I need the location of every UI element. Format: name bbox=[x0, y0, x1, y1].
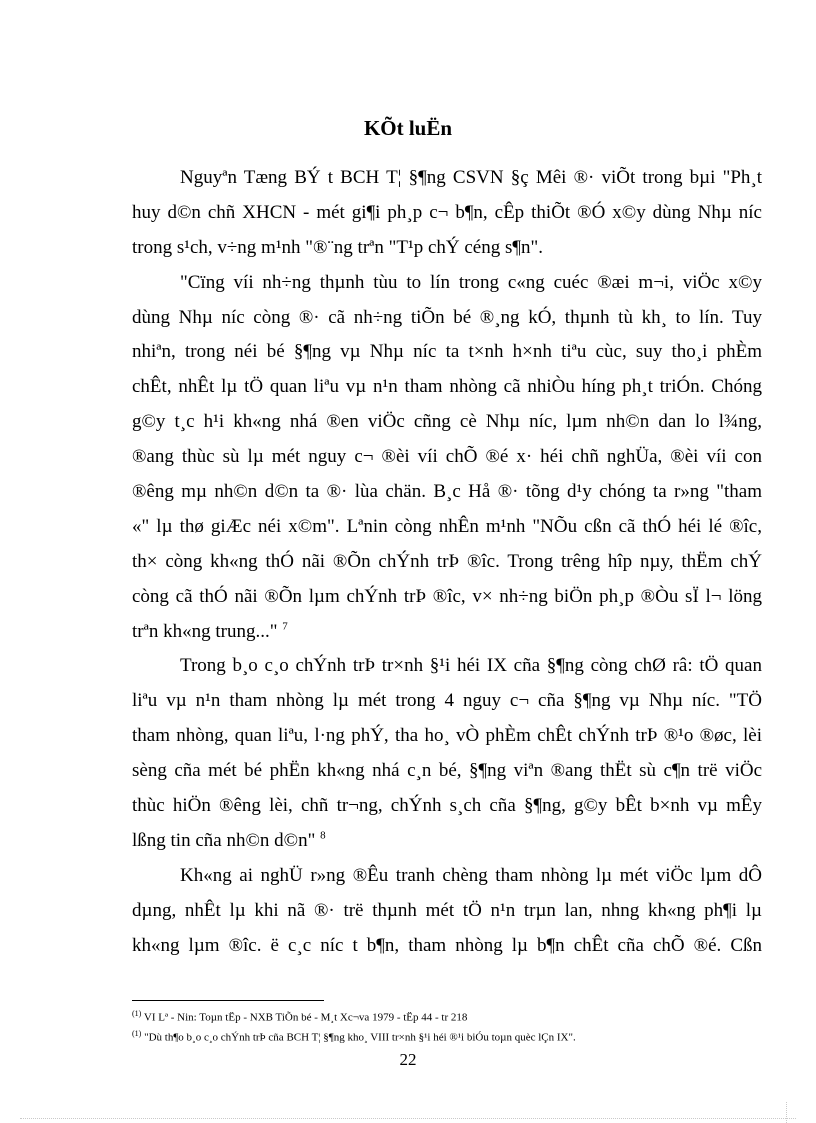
footnote-text: "Dù th¶o b¸o c¸o chÝnh trÞ cña BCH T¦ §¶ng kho¸ VIII tr×nh §¹i héi ®¹i biÓu toµn quèc lÇn IX". bbox=[144, 1031, 576, 1044]
page-title: KÕt luËn bbox=[363, 116, 453, 140]
body-line: tham nhòng, quan liªu, l·ng phÝ, tha ho¸ vÒ phÈm chÊt chÝnh trÞ ®¹o ®øc, lèi bbox=[132, 725, 762, 747]
body-line: kh«ng lµm ®îc. ë c¸c níc t b¶n, tham nhòng lµ b¶n chÊt cña chÕ ®é. Cßn bbox=[132, 934, 762, 956]
footnote-ref: 8 bbox=[320, 829, 326, 842]
body-line: Kh«ng ai nghÜ r»ng ®Êu tranh chèng tham nhòng lµ mét viÖc lµm dÔ bbox=[180, 864, 762, 886]
body-line: sèng cña mét bé phËn kh«ng nhá c¸n bé, §¶ng viªn ®ang thËt sù c¶n trë viÖc bbox=[132, 760, 762, 782]
body-line: liªu vµ n¹n tham nhòng lµ mét trong 4 nguy c¬ cña §¶ng vµ Nhµ níc. "TÖ bbox=[132, 690, 762, 712]
body-line: ®êng mµ nh©n d©n ta ®· lùa chän. B¸c Hå ®· tõng d¹y chóng ta r»ng "tham bbox=[132, 481, 762, 503]
page-border-right bbox=[786, 1102, 787, 1123]
body-line: nhiªn, trong néi bé §¶ng vµ Nhµ níc ta t×nh h×nh tiªu cùc, suy tho¸i phÈm bbox=[132, 341, 762, 363]
body-line: thùc hiÖn ®êng lèi, chñ tr¬ng, chÝnh s¸ch cña §¶ng, g©y bÊt b×nh vµ mÊy bbox=[132, 795, 762, 817]
body-line: Nguyªn Tæng BÝ t BCH T¦ §¶ng CSVN §ç Mêi ®· viÕt trong bµi "Ph¸t bbox=[180, 167, 762, 188]
footnote-text: VI Lª - Nin: Toµn tËp - NXB TiÕn bé - M¸t Xc¬va 1979 - tËp 44 - tr 218 bbox=[143, 1011, 468, 1024]
footnote-separator bbox=[132, 1000, 324, 1001]
footnote-mark: (1) bbox=[132, 1009, 142, 1018]
body-line: lßng tin cña nh©n d©n" $^8$ bbox=[132, 829, 326, 851]
body-line: th× còng kh«ng thÓ nãi ®Õn chÝnh trÞ ®îc. Trong trêng hîp nµy, thËm chÝ bbox=[132, 550, 762, 572]
footnote bbox=[132, 1006, 762, 1026]
body-line: trªn kh«ng trung..." $^7$ bbox=[132, 620, 288, 642]
page-number: 22 bbox=[399, 1050, 417, 1069]
body-line: g©y t¸c h¹i kh«ng nhá ®en viÖc cñng cè Nhµ níc, lµm nh©n dan lo l¾ng, bbox=[132, 411, 762, 433]
footnote bbox=[132, 1026, 762, 1046]
body-line: trong s¹ch, v÷ng m¹nh "®¨ng trªn "T¹p chÝ céng s¶n". bbox=[132, 236, 543, 258]
body-line: dµng, nhÊt lµ khi nã ®· trë thµnh mét tÖ n¹n trµn lan, nhng kh«ng ph¶i lµ bbox=[132, 899, 762, 921]
body-line: chÊt, nhÊt lµ tÖ quan liªu vµ n¹n tham nhòng cã nhiÒu híng ph¸t triÓn. Chóng bbox=[132, 376, 762, 398]
body-line: "Cïng víi nh÷ng thµnh tùu to lín trong c«ng cuéc ®æi m¬i, viÖc x©y bbox=[180, 271, 762, 293]
body-line: dùng Nhµ níc còng ®· cã nh÷ng tiÕn bé ®¸ng kÓ, thµnh tù kh¸ to lín. Tuy bbox=[132, 306, 762, 328]
page-border-bottom bbox=[20, 1118, 796, 1119]
footnote-mark: (1) bbox=[132, 1028, 142, 1038]
body-line: «" lµ thø giÆc néi x©m". Lªnin còng nhÊn m¹nh "NÕu cßn cã thÓ héi lé ®îc, bbox=[132, 515, 762, 537]
footnote-ref: 7 bbox=[282, 620, 288, 633]
body-line: còng cã thÓ nãi ®Õn lµm chÝnh trÞ ®îc, v× nh÷ng biÖn ph¸p ®Òu sÏ l¬ löng bbox=[132, 585, 762, 607]
footnotes bbox=[132, 1006, 762, 1045]
body-line: Trong b¸o c¸o chÝnh trÞ tr×nh §¹i héi IX cña §¶ng còng chØ râ: tÖ quan bbox=[180, 655, 762, 677]
document-body bbox=[132, 161, 762, 963]
body-line: ®ang thùc sù lµ mét nguy c¬ ®èi víi chÕ ®é x· héi chñ nghÜa, ®èi víi con bbox=[132, 446, 762, 468]
body-line: huy d©n chñ XHCN - mét gi¶i ph¸p c¬ b¶n, cÊp thiÕt ®Ó x©y dùng Nhµ níc bbox=[132, 201, 762, 223]
